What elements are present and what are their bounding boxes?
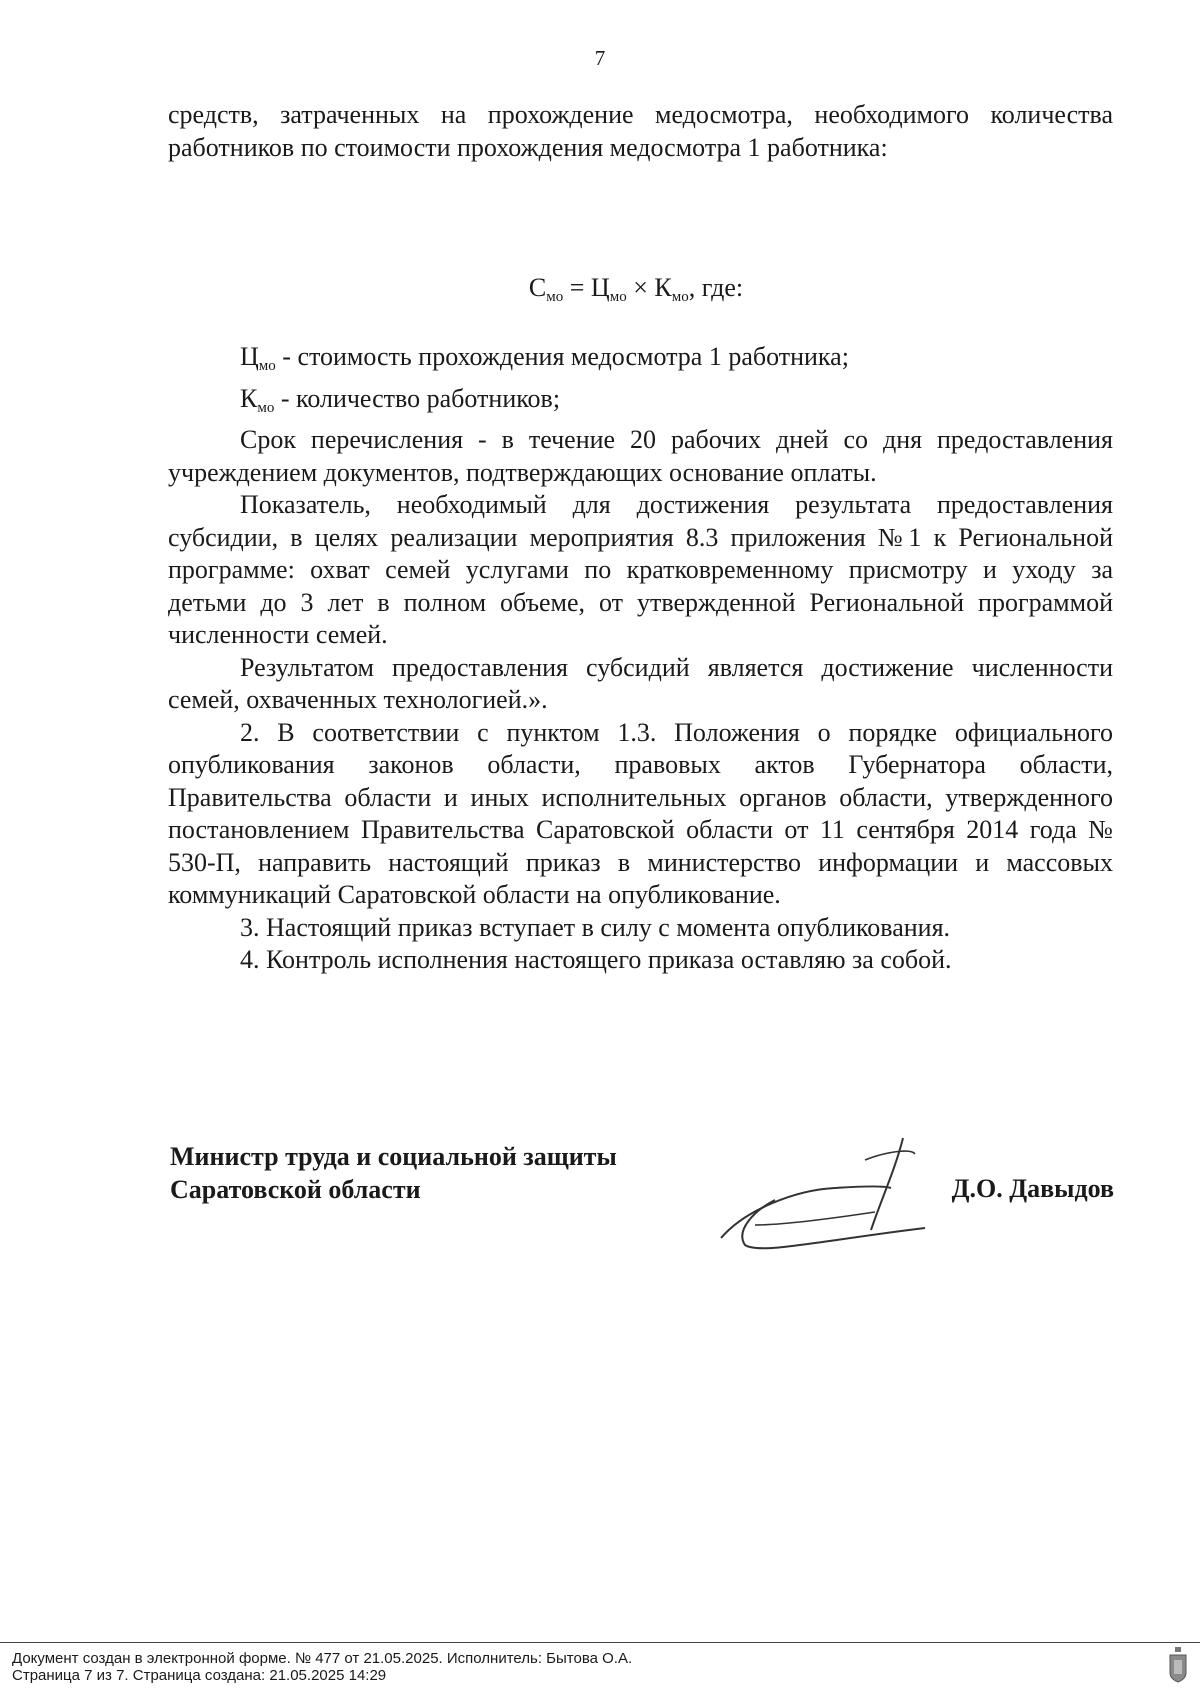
formula-factor-2-sub: мо [671, 289, 689, 305]
definitions-block [168, 341, 1113, 977]
footer-text [12, 1650, 632, 1684]
formula-factor-1-sub: мо [609, 289, 627, 305]
paragraph-publication: 2. В соответствии с пунктом 1.3. Положения о порядке официального опубликования законов области, правовых актов Губернатора области, Правительства области и иных исполнительных органов области, утвержденного постановлением Правительства Саратовской области от 11 сентября 2014 года № 530-П, направить настоящий приказ в министерство информации и массовых коммуникаций Саратовской области на опубликование. [168, 717, 1113, 909]
signatory-title [170, 1140, 617, 1206]
definition-symbol: Ц [240, 342, 259, 371]
formula-factor-2: К [654, 273, 672, 302]
definition-text: - количество работников; [274, 383, 561, 413]
coat-of-arms-icon [1168, 1647, 1188, 1683]
paragraph-transfer-term: Срок перечисления - в течение 20 рабочих дней со дня предоставления учреждением документов, подтверждающих основание оплаты. [168, 425, 1113, 487]
formula-times: × [626, 273, 655, 302]
formula-factor-1: Ц [590, 273, 610, 302]
document-footer [0, 1642, 1200, 1699]
signatory-title-line1: Министр труда и социальной защиты [170, 1142, 617, 1171]
handwritten-signature [715, 1130, 945, 1260]
definition-text: - стоимость прохождения медосмотра 1 работника; [275, 342, 849, 371]
footer-line-1: Документ создан в электронной форме. № 477 от 21.05.2025. Исполнитель: Бытова О.А. [12, 1650, 633, 1667]
formula-lhs-sub: мо [546, 289, 564, 305]
paragraph-indicator: Показатель, необходимый для достижения результата предоставления субсидии, в целях реализации мероприятия 8.3 приложения №1 к Региональной программе: охват семей услугами по кратковременному присмотру и уходу за детьми до 3 лет в полном объеме, от утвержденной Региональной программой численности семей. [168, 490, 1113, 649]
definition-symbol: К [240, 383, 258, 413]
lead-text: средств, затраченных на прохождение медосмотра, необходимого количества работников по стоимости прохождения медосмотра 1 работника: [168, 100, 1113, 162]
paragraph-result: Результатом предоставления субсидий является достижение численности семей, охваченных технологией.». [168, 652, 1113, 714]
formula-equals: = [563, 273, 591, 302]
signatory-title-line2: Саратовской области [170, 1175, 421, 1204]
paragraph-control: 4. Контроль исполнения настоящего приказа оставляю за собой. [240, 945, 952, 974]
paragraph-effective: 3. Настоящий приказ вступает в силу с момента опубликования. [240, 912, 951, 942]
definition-sub: мо [258, 358, 276, 374]
footer-line-2: Страница 7 из 7. Страница создана: 21.05.2025 14:29 [12, 1667, 387, 1684]
definition-sub: мо [257, 399, 275, 416]
formula-tail: , где: [688, 273, 744, 302]
lead-paragraph [168, 99, 1113, 164]
signatory-name: Д.О. Давыдов [951, 1174, 1114, 1203]
page-number: 7 [594, 46, 606, 70]
cost-formula [0, 273, 1200, 306]
definition-price [168, 341, 1113, 383]
formula-lhs: С [528, 273, 547, 302]
definition-count [168, 383, 1113, 425]
